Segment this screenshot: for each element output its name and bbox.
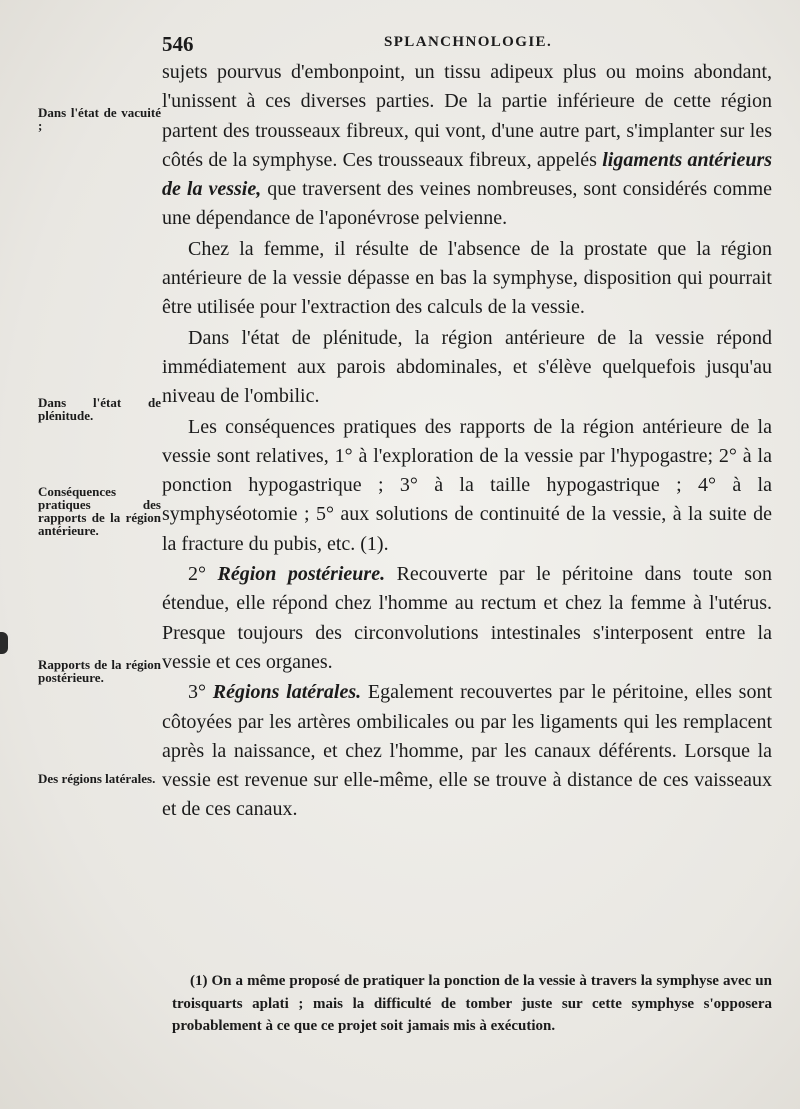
binding-mark — [0, 632, 8, 654]
footnote: (1) On a même proposé de pratiquer la ponction de la vessie à travers la symphyse avec un troisquarts aplati ; mais la difficulté de tomber juste sur cette symphyse s'opposera probablement à ce que ce projet soit jamais mis à exécution. — [172, 973, 772, 1034]
running-title: SPLANCHNOLOGIE. — [384, 34, 553, 50]
paragraph-1 — [162, 58, 772, 234]
heading-regions-laterales: Régions latérales. — [212, 681, 362, 704]
margin-note-regions-laterales: Des régions latérales. — [38, 771, 156, 786]
page-header — [0, 30, 800, 56]
paragraph-5-text: Recouverte par le péritoine dans toute son étendue, elle répond chez l'homme au rectum et chez la femme à l'utérus. Presque toujours des circonvolutions intestinales s'interposent entre la vessie et ces organes. — [162, 563, 772, 673]
paragraph-3: Dans l'état de plénitude, la région antérieure de la vessie répond immédiatement aux parois abdominales, et s'élève quelquefois jusqu'au niveau de l'ombilic. — [162, 326, 772, 408]
margin-note-consequences: Conséquences pratiques des rapports de la région antérieure. — [38, 484, 161, 538]
paragraph-4: Les conséquences pratiques des rapports de la région antérieure de la vessie sont relatives, 1° à l'exploration de la vessie par l'hypogastre; 2° à la ponction hypogastrique ; 3° à la taille hypogastrique ; 4° à la symphyséotomie ; 5° aux solutions de continuité de la vessie, à la suite de la fracture du pubis, etc. (1). — [162, 415, 772, 555]
paragraph-1-text: sujets pourvus d'embonpoint, un tissu adipeux plus ou moins abondant, l'unissent à ces diverses parties. De la partie inférieure de cette région partent des trousseaux fibreux, qui vont, d'une autre part, s'implanter sur les côtés de la symphyse. Ces trousseaux fibreux, appelés — [162, 61, 772, 171]
main-text — [162, 58, 772, 826]
heading-region-posterieure: Région postérieure. — [217, 563, 386, 586]
paragraph-2: Chez la femme, il résulte de l'absence de la prostate que la région antérieure de la vessie dépasse en bas la symphyse, disposition qui pourrait être utilisée pour l'extraction des calculs de la vessie. — [162, 237, 772, 319]
term-ligaments-anterieurs: ligaments antérieurs de la vessie, — [162, 148, 773, 201]
section-number-2: 2° — [188, 563, 206, 586]
margin-note-region-posterieure: Rapports de la région postérieure. — [38, 657, 161, 685]
paragraph-5 — [162, 560, 772, 677]
paragraph-6 — [162, 678, 772, 824]
margin-note-plenitude: Dans l'état de plénitude. — [38, 395, 161, 423]
paragraph-1-end: que traversent des veines nombreuses, sont considérés comme une dépendance de l'aponévrose pelvienne. — [162, 178, 773, 230]
page-number: 546 — [162, 32, 194, 56]
margin-note-vacuite: Dans l'état de vacuité ; — [38, 105, 161, 133]
paragraph-6-text: Egalement recouvertes par le péritoine, elles sont côtoyées par les artères ombilicales ou par les ligaments qui les remplacent après la naissance, et chez l'homme, par les canaux déférents. Lorsque la vessie est revenue sur elle-même, elle se trouve à distance de ces vaisseaux et de ces canaux. — [162, 681, 773, 821]
section-number-3: 3° — [188, 681, 206, 704]
